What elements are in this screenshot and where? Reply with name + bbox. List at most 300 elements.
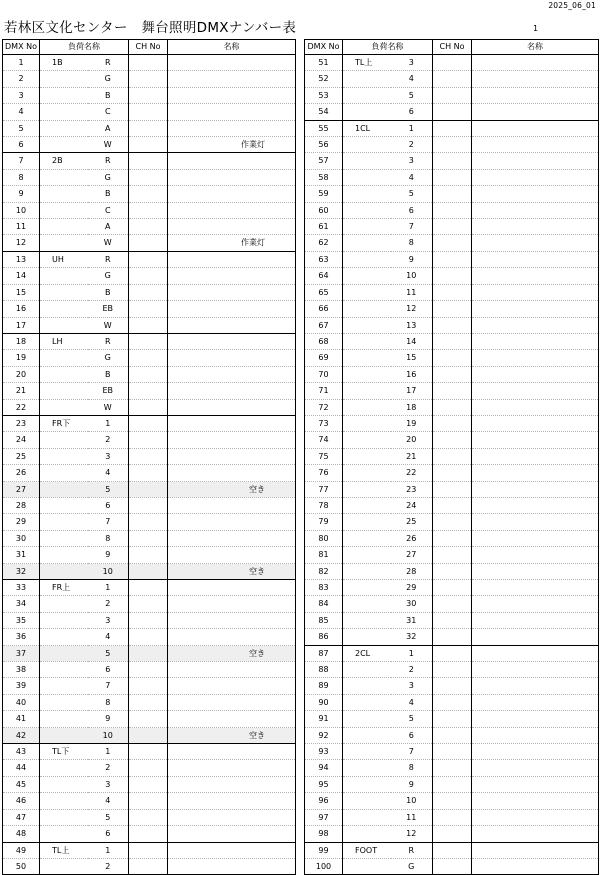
load-group-cell <box>40 399 88 415</box>
name-cell <box>472 678 599 694</box>
load-channel-cell: 20 <box>391 432 433 448</box>
table-row <box>305 842 599 858</box>
ch-no-cell <box>129 186 168 202</box>
dmx-no-cell: 73 <box>305 415 343 431</box>
ch-no-cell <box>433 137 472 153</box>
dmx-no-cell: 13 <box>3 251 40 267</box>
ch-no-cell <box>433 251 472 267</box>
load-channel-cell: 8 <box>88 530 129 546</box>
load-group-cell <box>343 399 391 415</box>
dmx-no-cell: 100 <box>305 858 343 874</box>
load-group-cell <box>40 645 88 661</box>
load-group-cell <box>40 793 88 809</box>
dmx-no-cell: 67 <box>305 317 343 333</box>
table-row <box>3 809 296 825</box>
ch-no-cell <box>433 317 472 333</box>
load-channel-cell: C <box>88 104 129 120</box>
name-cell <box>168 547 296 563</box>
ch-no-cell <box>129 301 168 317</box>
table-row <box>305 694 599 710</box>
table-row <box>305 186 599 202</box>
table-row <box>3 235 296 251</box>
load-channel-cell: 3 <box>391 55 433 71</box>
table-row <box>305 55 599 71</box>
dmx-no-cell: 17 <box>3 317 40 333</box>
table-row <box>305 366 599 382</box>
load-channel-cell: 4 <box>88 465 129 481</box>
load-group-cell <box>343 596 391 612</box>
dmx-no-cell: 6 <box>3 137 40 153</box>
table-row <box>305 87 599 103</box>
load-group-cell <box>343 104 391 120</box>
table-row <box>305 399 599 415</box>
dmx-no-cell: 80 <box>305 530 343 546</box>
load-channel-cell: 4 <box>391 169 433 185</box>
name-cell <box>168 87 296 103</box>
load-channel-cell: A <box>88 120 129 136</box>
name-cell <box>472 153 599 169</box>
table-row <box>3 219 296 235</box>
load-group-cell <box>40 87 88 103</box>
load-group-cell <box>343 629 391 645</box>
ch-no-cell <box>433 809 472 825</box>
name-cell <box>472 383 599 399</box>
table-row <box>305 563 599 579</box>
load-group-cell <box>343 415 391 431</box>
load-group-cell <box>40 169 88 185</box>
load-group-cell <box>40 284 88 300</box>
table-row <box>305 104 599 120</box>
load-group-cell <box>40 186 88 202</box>
load-channel-cell: 12 <box>391 301 433 317</box>
load-channel-cell: 2 <box>88 760 129 776</box>
load-group-cell <box>343 383 391 399</box>
table-row <box>3 333 296 349</box>
name-cell <box>168 530 296 546</box>
table-row <box>305 169 599 185</box>
load-group-cell <box>343 694 391 710</box>
load-channel-cell: 5 <box>391 87 433 103</box>
load-channel-cell: R <box>88 153 129 169</box>
dmx-no-cell: 8 <box>3 169 40 185</box>
ch-no-cell <box>129 87 168 103</box>
load-group-cell <box>40 202 88 218</box>
load-group-cell <box>343 793 391 809</box>
dmx-no-cell: 51 <box>305 55 343 71</box>
table-row <box>3 71 296 87</box>
ch-no-cell <box>129 563 168 579</box>
name-cell <box>168 366 296 382</box>
load-channel-cell: 9 <box>391 776 433 792</box>
load-group-cell: FR下 <box>40 415 88 431</box>
load-channel-cell: 5 <box>88 809 129 825</box>
table-row <box>305 333 599 349</box>
table-row <box>3 678 296 694</box>
name-cell <box>168 629 296 645</box>
dmx-no-cell: 87 <box>305 645 343 661</box>
dmx-table-right <box>304 39 599 875</box>
load-channel-cell: 5 <box>88 645 129 661</box>
dmx-no-cell: 47 <box>3 809 40 825</box>
name-cell <box>472 497 599 513</box>
table-row <box>305 711 599 727</box>
ch-no-cell <box>433 448 472 464</box>
load-channel-cell: 16 <box>391 366 433 382</box>
dmx-no-cell: 68 <box>305 333 343 349</box>
name-cell <box>168 497 296 513</box>
load-channel-cell: 2 <box>88 596 129 612</box>
ch-no-cell <box>129 694 168 710</box>
load-group-cell <box>40 727 88 743</box>
table-row <box>305 580 599 596</box>
table-row <box>305 645 599 661</box>
name-cell <box>168 465 296 481</box>
dmx-no-cell: 55 <box>305 120 343 136</box>
load-group-cell <box>343 251 391 267</box>
ch-no-cell <box>129 432 168 448</box>
table-row <box>305 219 599 235</box>
load-channel-cell: G <box>88 268 129 284</box>
load-channel-cell: G <box>88 169 129 185</box>
dmx-no-cell: 32 <box>3 563 40 579</box>
table-row <box>305 547 599 563</box>
dmx-no-cell: 52 <box>305 71 343 87</box>
load-channel-cell: 10 <box>391 268 433 284</box>
table-row <box>3 366 296 382</box>
ch-no-cell <box>433 202 472 218</box>
ch-no-cell <box>129 55 168 71</box>
table-row <box>3 744 296 760</box>
name-cell <box>168 251 296 267</box>
load-group-cell <box>343 727 391 743</box>
ch-no-cell <box>129 612 168 628</box>
dmx-no-cell: 64 <box>305 268 343 284</box>
ch-no-cell <box>433 530 472 546</box>
load-group-cell <box>343 186 391 202</box>
load-group-cell <box>40 137 88 153</box>
load-channel-cell: 1 <box>88 580 129 596</box>
dmx-no-cell: 3 <box>3 87 40 103</box>
table-row <box>3 87 296 103</box>
load-group-cell <box>343 268 391 284</box>
load-group-cell <box>343 563 391 579</box>
load-group-cell: 2B <box>40 153 88 169</box>
name-cell <box>472 55 599 71</box>
load-group-cell <box>343 481 391 497</box>
dmx-no-cell: 4 <box>3 104 40 120</box>
table-row <box>3 104 296 120</box>
name-cell: 空き <box>168 727 296 743</box>
load-group-cell <box>40 219 88 235</box>
dmx-no-cell: 34 <box>3 596 40 612</box>
table-row <box>3 432 296 448</box>
name-cell <box>472 744 599 760</box>
load-channel-cell: 6 <box>391 202 433 218</box>
load-channel-cell: 7 <box>391 219 433 235</box>
load-group-cell <box>40 858 88 874</box>
name-cell <box>168 826 296 842</box>
load-channel-cell: 6 <box>88 497 129 513</box>
dmx-no-cell: 98 <box>305 826 343 842</box>
dmx-no-cell: 57 <box>305 153 343 169</box>
dmx-no-cell: 25 <box>3 448 40 464</box>
dmx-no-cell: 40 <box>3 694 40 710</box>
name-cell <box>168 432 296 448</box>
ch-no-cell <box>433 662 472 678</box>
ch-no-cell <box>129 514 168 530</box>
name-cell: 作業灯 <box>168 137 296 153</box>
load-channel-cell: 15 <box>391 350 433 366</box>
load-channel-cell: 11 <box>391 809 433 825</box>
ch-no-cell <box>129 809 168 825</box>
dmx-no-cell: 33 <box>3 580 40 596</box>
dmx-no-cell: 46 <box>3 793 40 809</box>
name-cell <box>472 793 599 809</box>
load-group-cell: FR上 <box>40 580 88 596</box>
load-channel-cell: 10 <box>391 793 433 809</box>
load-channel-cell: 6 <box>88 662 129 678</box>
page-number: 1 <box>533 24 539 33</box>
table-row <box>3 153 296 169</box>
dmx-no-cell: 56 <box>305 137 343 153</box>
name-cell <box>472 268 599 284</box>
header-name: 名称 <box>472 40 599 55</box>
name-cell <box>472 760 599 776</box>
load-group-cell <box>343 71 391 87</box>
load-group-cell <box>40 612 88 628</box>
name-cell <box>472 219 599 235</box>
name-cell <box>168 580 296 596</box>
dmx-no-cell: 24 <box>3 432 40 448</box>
ch-no-cell <box>433 333 472 349</box>
table-row <box>305 662 599 678</box>
name-cell <box>472 858 599 874</box>
ch-no-cell <box>129 333 168 349</box>
ch-no-cell <box>433 497 472 513</box>
load-channel-cell: 3 <box>88 776 129 792</box>
name-cell <box>168 317 296 333</box>
name-cell <box>472 235 599 251</box>
dmx-no-cell: 19 <box>3 350 40 366</box>
name-cell <box>168 711 296 727</box>
ch-no-cell <box>433 694 472 710</box>
load-group-cell <box>343 284 391 300</box>
table-row <box>3 793 296 809</box>
load-group-cell <box>40 481 88 497</box>
load-group-cell <box>40 776 88 792</box>
table-row <box>305 612 599 628</box>
table-row <box>3 497 296 513</box>
name-cell <box>472 645 599 661</box>
dmx-no-cell: 70 <box>305 366 343 382</box>
load-group-cell: 1CL <box>343 120 391 136</box>
name-cell <box>472 366 599 382</box>
ch-no-cell <box>129 219 168 235</box>
name-cell <box>472 547 599 563</box>
dmx-no-cell: 27 <box>3 481 40 497</box>
load-channel-cell: 2 <box>391 662 433 678</box>
dmx-no-cell: 48 <box>3 826 40 842</box>
dmx-no-cell: 75 <box>305 448 343 464</box>
ch-no-cell <box>433 153 472 169</box>
name-cell <box>168 333 296 349</box>
load-group-cell <box>40 383 88 399</box>
load-channel-cell: R <box>88 55 129 71</box>
ch-no-cell <box>433 55 472 71</box>
ch-no-cell <box>433 842 472 858</box>
dmx-no-cell: 88 <box>305 662 343 678</box>
load-channel-cell: 31 <box>391 612 433 628</box>
name-cell <box>168 350 296 366</box>
dmx-no-cell: 9 <box>3 186 40 202</box>
dmx-no-cell: 43 <box>3 744 40 760</box>
ch-no-cell <box>433 465 472 481</box>
table-row <box>305 383 599 399</box>
table-row <box>305 776 599 792</box>
name-cell <box>168 153 296 169</box>
load-channel-cell: 7 <box>88 514 129 530</box>
ch-no-cell <box>129 169 168 185</box>
dmx-no-cell: 38 <box>3 662 40 678</box>
table-row <box>3 202 296 218</box>
name-cell <box>168 186 296 202</box>
load-group-cell <box>343 547 391 563</box>
ch-no-cell <box>433 612 472 628</box>
load-group-cell <box>343 514 391 530</box>
name-cell <box>168 760 296 776</box>
dmx-no-cell: 93 <box>305 744 343 760</box>
name-cell <box>168 202 296 218</box>
name-cell <box>472 448 599 464</box>
load-channel-cell: 29 <box>391 580 433 596</box>
ch-no-cell <box>433 350 472 366</box>
load-channel-cell: 3 <box>391 678 433 694</box>
load-channel-cell: 4 <box>391 71 433 87</box>
dmx-no-cell: 11 <box>3 219 40 235</box>
name-cell <box>472 629 599 645</box>
ch-no-cell <box>129 202 168 218</box>
table-row <box>3 55 296 71</box>
dmx-no-cell: 36 <box>3 629 40 645</box>
ch-no-cell <box>129 137 168 153</box>
table-row <box>3 596 296 612</box>
load-channel-cell: EB <box>88 301 129 317</box>
ch-no-cell <box>433 563 472 579</box>
dmx-no-cell: 54 <box>305 104 343 120</box>
ch-no-cell <box>433 547 472 563</box>
load-group-cell <box>343 776 391 792</box>
ch-no-cell <box>129 776 168 792</box>
ch-no-cell <box>129 711 168 727</box>
table-row <box>3 284 296 300</box>
load-group-cell <box>343 301 391 317</box>
load-channel-cell: 2 <box>391 137 433 153</box>
table-row <box>305 744 599 760</box>
name-cell <box>168 694 296 710</box>
load-group-cell <box>40 104 88 120</box>
dmx-no-cell: 20 <box>3 366 40 382</box>
dmx-no-cell: 85 <box>305 612 343 628</box>
name-cell <box>472 333 599 349</box>
name-cell <box>472 711 599 727</box>
ch-no-cell <box>129 71 168 87</box>
header-name: 名称 <box>168 40 296 55</box>
load-channel-cell: 4 <box>391 694 433 710</box>
load-group-cell <box>40 350 88 366</box>
load-channel-cell: A <box>88 219 129 235</box>
name-cell <box>472 776 599 792</box>
dmx-no-cell: 86 <box>305 629 343 645</box>
table-row <box>3 317 296 333</box>
table-row <box>305 432 599 448</box>
load-channel-cell: 26 <box>391 530 433 546</box>
load-group-cell <box>343 858 391 874</box>
dmx-no-cell: 2 <box>3 71 40 87</box>
ch-no-cell <box>433 219 472 235</box>
name-cell <box>472 530 599 546</box>
table-row <box>3 169 296 185</box>
table-row <box>305 448 599 464</box>
table-row <box>3 645 296 661</box>
dmx-no-cell: 18 <box>3 333 40 349</box>
table-header-row <box>305 40 599 55</box>
load-group-cell <box>343 760 391 776</box>
table-row <box>305 317 599 333</box>
load-channel-cell: 2 <box>88 432 129 448</box>
dmx-no-cell: 62 <box>305 235 343 251</box>
load-group-cell <box>343 317 391 333</box>
dmx-no-cell: 65 <box>305 284 343 300</box>
load-group-cell <box>40 448 88 464</box>
dmx-no-cell: 83 <box>305 580 343 596</box>
load-channel-cell: 3 <box>391 153 433 169</box>
name-cell <box>472 596 599 612</box>
dmx-no-cell: 45 <box>3 776 40 792</box>
dmx-no-cell: 84 <box>305 596 343 612</box>
load-group-cell: 1B <box>40 55 88 71</box>
load-group-cell <box>343 744 391 760</box>
load-channel-cell: 1 <box>88 744 129 760</box>
ch-no-cell <box>129 251 168 267</box>
table-row <box>3 842 296 858</box>
load-channel-cell: W <box>88 317 129 333</box>
ch-no-cell <box>433 858 472 874</box>
header-dmx-no: DMX No <box>305 40 343 55</box>
header-load-name: 負荷名称 <box>40 40 129 55</box>
load-group-cell: UH <box>40 251 88 267</box>
load-channel-cell: 10 <box>88 563 129 579</box>
name-cell <box>168 268 296 284</box>
ch-no-cell <box>129 317 168 333</box>
load-channel-cell: R <box>88 333 129 349</box>
table-row <box>305 465 599 481</box>
name-cell <box>168 219 296 235</box>
dmx-no-cell: 59 <box>305 186 343 202</box>
table-row <box>3 711 296 727</box>
dmx-no-cell: 97 <box>305 809 343 825</box>
table-row <box>3 301 296 317</box>
name-cell <box>472 137 599 153</box>
load-group-cell <box>40 629 88 645</box>
load-group-cell <box>343 530 391 546</box>
load-channel-cell: G <box>408 861 415 871</box>
load-group-cell: FOOT <box>343 842 391 858</box>
table-row <box>3 350 296 366</box>
dmx-no-cell: 76 <box>305 465 343 481</box>
dmx-no-cell: 58 <box>305 169 343 185</box>
load-channel-cell: 9 <box>88 547 129 563</box>
table-row <box>3 694 296 710</box>
